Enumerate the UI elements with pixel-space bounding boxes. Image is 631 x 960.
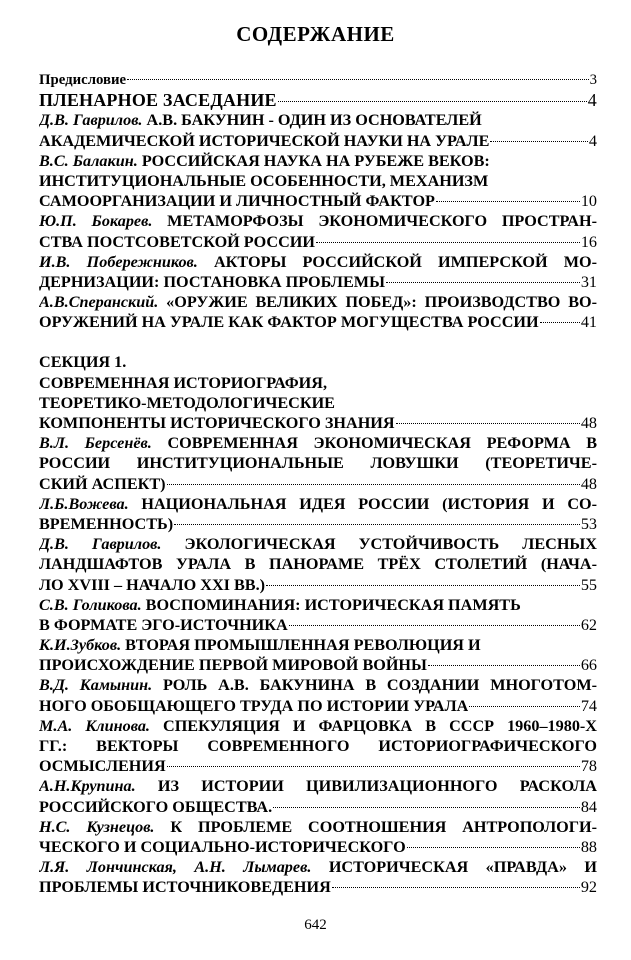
toc-entry (39, 232, 597, 252)
toc-title-text: ГГ.: ВЕКТОРЫ СОВРЕМЕННОГО ИСТОРИОГРАФИЧЕСКОГО (39, 737, 597, 755)
toc-line (39, 211, 597, 231)
toc-line-text (39, 131, 489, 151)
toc-line-text (39, 817, 597, 837)
toc-title-text: Предисловие (39, 72, 127, 88)
toc-entry (39, 756, 597, 776)
toc-entry (39, 837, 597, 857)
toc-line-text (39, 413, 395, 433)
toc-line (39, 635, 597, 655)
toc-entry (39, 131, 597, 151)
toc-line (39, 736, 597, 756)
toc-title-text: ДЕРНИЗАЦИИ: ПОСТАНОВКА ПРОБЛЕМЫ (39, 272, 385, 291)
toc-title-text: РОССИЙСКАЯ НАУКА НА РУБЕЖЕ ВЕКОВ: (137, 151, 490, 170)
toc-title-text: ТЕОРЕТИКО-МЕТОДОЛОГИЧЕСКИЕ (39, 393, 335, 412)
dot-leader (540, 322, 580, 323)
toc-page-number: 66 (580, 656, 597, 675)
toc-page-number: 88 (580, 837, 597, 856)
toc-line (39, 292, 597, 312)
dot-leader (469, 706, 579, 707)
toc-entry (39, 272, 597, 292)
toc-page-number: 16 (580, 232, 597, 251)
toc-author: Ю.П. Бокарев. (39, 212, 153, 231)
dot-leader (127, 79, 588, 80)
toc-title-text: ИЗ ИСТОРИИ ЦИВИЛИЗАЦИОННОГО РАСКОЛА (135, 777, 597, 796)
dot-leader (490, 141, 588, 142)
toc-line-text (39, 453, 597, 473)
toc-line (39, 373, 597, 393)
toc-title-text: ВОСПОМИНАНИЯ: ИСТОРИЧЕСКАЯ ПАМЯТЬ (141, 595, 521, 614)
toc-page-number: 41 (580, 313, 597, 332)
toc-title-text: ПРОИСХОЖДЕНИЕ ПЕРВОЙ МИРОВОЙ ВОЙНЫ (39, 656, 427, 675)
toc-page-number: 48 (580, 474, 597, 493)
dot-leader (332, 887, 580, 888)
toc-line-text (39, 292, 597, 312)
toc-line-text (39, 232, 315, 252)
toc-page-number: 55 (580, 575, 597, 594)
toc-title-text: СОВРЕМЕННАЯ ИСТОРИОГРАФИЯ, (39, 373, 327, 392)
toc-line (39, 352, 597, 372)
toc-page-number: 84 (580, 797, 597, 816)
toc-title-text: ЭКОЛОГИЧЕСКАЯ УСТОЙЧИВОСТЬ ЛЕСНЫХ (161, 535, 597, 554)
toc-page-number: 31 (580, 272, 597, 291)
toc-entry (39, 655, 597, 675)
section-spacer (39, 332, 597, 352)
page-number: 642 (304, 917, 327, 933)
toc-entry (39, 514, 597, 534)
toc-page-number: 3 (589, 72, 597, 88)
toc-author: А.Н.Крупина. (39, 777, 136, 796)
toc-entry (39, 191, 597, 211)
dot-leader (396, 423, 580, 424)
toc-author: Л.Б.Вожева. (39, 494, 129, 513)
toc-title-text: КОМПОНЕНТЫ ИСТОРИЧЕСКОГО ЗНАНИЯ (39, 414, 395, 432)
toc-title-text: СОВРЕМЕННАЯ ЭКОНОМИЧЕСКАЯ РЕФОРМА В (151, 434, 597, 453)
toc-entry (39, 877, 597, 897)
toc-author: В.Л. Берсенёв. (39, 434, 152, 453)
toc-line-text (39, 151, 490, 171)
toc-line (39, 494, 597, 514)
toc-author: М.А. Клинова. (39, 716, 150, 735)
toc-title-text: ЧЕСКОГО И СОЦИАЛЬНО-ИСТОРИЧЕСКОГО (39, 837, 406, 856)
toc-author: С.В. Голикова. (39, 595, 142, 614)
toc-title-text: ПРОБЛЕМЫ ИСТОЧНИКОВЕДЕНИЯ (39, 878, 331, 897)
toc-author: Л.Я. Лончинская, А.Н. Лымарев. (39, 858, 312, 877)
toc-line-text (39, 837, 406, 857)
toc-title-text: ВРЕМЕННОСТЬ) (39, 514, 174, 533)
toc-line-text (39, 655, 427, 675)
toc-title-text: СЕКЦИЯ 1. (39, 353, 127, 372)
toc-line (39, 393, 597, 413)
page-title: СОДЕРЖАНИЕ (236, 22, 395, 46)
toc-line-text (39, 171, 488, 191)
toc-line-text (39, 877, 331, 897)
toc-line-text (39, 514, 173, 534)
toc-line-text (39, 393, 335, 413)
toc-page-number: 53 (580, 514, 597, 533)
dot-leader (289, 625, 580, 626)
toc-line (39, 595, 597, 615)
toc-entry (39, 474, 597, 494)
toc-line-text (39, 776, 597, 796)
toc-line-text (39, 756, 166, 776)
toc-page-number: 62 (580, 615, 597, 634)
toc-title-text: СТВА ПОСТСОВЕТСКОЙ РОССИИ (39, 232, 315, 251)
toc-entry (39, 575, 597, 595)
toc-author: В.С. Балакин. (39, 151, 138, 170)
toc-line-text (39, 534, 597, 554)
dot-leader (428, 665, 580, 666)
toc-entry (39, 797, 597, 817)
toc-line-text (39, 797, 272, 817)
toc-line (39, 534, 597, 554)
toc-title-text: НАЦИОНАЛЬНАЯ ИДЕЯ РОССИИ (ИСТОРИЯ И СО- (128, 494, 597, 513)
toc-line-text (39, 716, 597, 736)
toc-line (39, 857, 597, 877)
toc-line-text (39, 494, 597, 514)
toc-author: Д.В. Гаврилов. (39, 535, 162, 554)
toc-title-text: ИСТОРИЧЕСКАЯ «ПРАВДА» И (311, 858, 597, 877)
toc-author: А.В.Сперанский. (39, 293, 159, 312)
dot-leader (386, 282, 580, 283)
toc-line (39, 817, 597, 837)
toc-line (39, 151, 597, 171)
toc-line-text (39, 373, 327, 393)
toc-line-text (39, 615, 288, 635)
toc-title-text: НОГО ОБОБЩАЮЩЕГО ТРУДА ПО ИСТОРИИ УРАЛА (39, 696, 469, 715)
toc-line (39, 110, 597, 130)
toc-line (39, 453, 597, 473)
toc-line-text (39, 595, 521, 615)
toc-page-number: 48 (580, 414, 597, 432)
dot-leader (316, 242, 580, 243)
toc-author: И.В. Побережников. (39, 252, 198, 271)
toc-line-text (39, 696, 468, 716)
toc-page-number: 4 (588, 131, 597, 150)
toc-title-text: РОССИИ ИНСТИТУЦИОНАЛЬНЫЕ ЛОВУШКИ (ТЕОРЕТИЧЕ- (39, 454, 597, 473)
toc-line (39, 433, 597, 453)
toc-line (39, 675, 597, 695)
dot-leader (436, 201, 580, 202)
toc-line-text (39, 252, 597, 272)
toc-title-text: АКАДЕМИЧЕСКОЙ ИСТОРИЧЕСКОЙ НАУКИ НА УРАЛЕ (39, 131, 490, 150)
toc-line-text (39, 575, 265, 595)
toc-title-text: СКИЙ АСПЕКТ) (39, 474, 166, 493)
table-of-contents (39, 70, 597, 898)
toc-title-text: ПЛЕНАРНОЕ ЗАСЕДАНИЕ (39, 90, 277, 111)
dot-leader (266, 585, 580, 586)
toc-line-text (39, 211, 597, 231)
toc-title-text: А.В. БАКУНИН - ОДИН ИЗ ОСНОВАТЕЛЕЙ (142, 111, 482, 130)
toc-title-text: ОРУЖЕНИЙ НА УРАЛЕ КАК ФАКТОР МОГУЩЕСТВА РОССИИ (39, 313, 539, 332)
toc-entry (39, 90, 597, 110)
dot-leader (273, 807, 580, 808)
toc-line-text (39, 191, 435, 211)
toc-line-text (39, 635, 481, 655)
toc-title-text: В ФОРМАТЕ ЭГО-ИСТОЧНИКА (39, 615, 288, 634)
toc-title-text: «ОРУЖИЕ ВЕЛИКИХ ПОБЕД»: ПРОИЗВОДСТВО ВО- (158, 293, 597, 312)
toc-entry (39, 312, 597, 332)
dot-leader (278, 101, 587, 102)
toc-title-text: ОСМЫСЛЕНИЯ (39, 757, 166, 776)
toc-line (39, 171, 597, 191)
toc-title-text: ЛО XVIII – НАЧАЛО XXI ВВ.) (39, 575, 266, 594)
dot-leader (174, 524, 580, 525)
toc-entry (39, 615, 597, 635)
toc-line-text (39, 70, 126, 90)
toc-line-text (39, 474, 166, 494)
toc-line (39, 554, 597, 574)
toc-line-text (39, 554, 597, 574)
toc-page-number: 4 (587, 90, 597, 111)
toc-author: К.И.Зубков. (39, 636, 122, 655)
toc-line-text (39, 736, 597, 756)
toc-page-number: 10 (580, 192, 597, 211)
toc-title-text: К ПРОБЛЕМЕ СООТНОШЕНИЯ АНТРОПОЛОГИ- (154, 817, 597, 836)
dot-leader (167, 766, 580, 767)
toc-line (39, 252, 597, 272)
toc-entry (39, 696, 597, 716)
toc-title-text: ИНСТИТУЦИОНАЛЬНЫЕ ОСОБЕННОСТИ, МЕХАНИЗМ (39, 171, 489, 190)
dot-leader (407, 847, 580, 848)
toc-author: Н.С. Кузнецов. (39, 817, 155, 836)
toc-line-text (39, 433, 597, 453)
toc-title-text: РОЛЬ А.В. БАКУНИНА В СОЗДАНИИ МНОГОТОМ- (152, 676, 597, 695)
toc-page-number: 78 (580, 757, 597, 776)
toc-title-text: ЛАНДШАФТОВ УРАЛА В ПАНОРАМЕ ТРЁХ СТОЛЕТИЙ (НАЧА- (39, 555, 597, 574)
toc-line-text (39, 675, 597, 695)
toc-title-text: ВТОРАЯ ПРОМЫШЛЕННАЯ РЕВОЛЮЦИЯ И (121, 636, 481, 655)
toc-line (39, 776, 597, 796)
toc-entry (39, 70, 597, 90)
toc-title-text: СПЕКУЛЯЦИЯ И ФАРЦОВКА В СССР 1960–1980-Х (149, 716, 597, 735)
toc-author: В.Д. Камынин. (39, 676, 153, 695)
toc-entry (39, 413, 597, 433)
toc-line-text (39, 312, 539, 332)
toc-title-text: САМООРГАНИЗАЦИИ И ЛИЧНОСТНЫЙ ФАКТОР (39, 192, 435, 211)
toc-line-text (39, 272, 385, 292)
toc-line-text (39, 90, 277, 110)
toc-title-text: МЕТАМОРФОЗЫ ЭКОНОМИЧЕСКОГО ПРОСТРАН- (152, 212, 597, 231)
dot-leader (167, 484, 580, 485)
toc-line-text (39, 352, 126, 372)
toc-title-text: РОССИЙСКОГО ОБЩЕСТВА. (39, 797, 273, 816)
toc-line (39, 716, 597, 736)
toc-page-number: 74 (580, 696, 597, 715)
toc-page-number: 92 (580, 878, 597, 897)
toc-line-text (39, 110, 482, 130)
toc-title-text: АКТОРЫ РОССИЙСКОЙ ИМПЕРСКОЙ МО- (197, 252, 597, 271)
toc-line-text (39, 857, 597, 877)
toc-author: Д.В. Гаврилов. (39, 111, 143, 130)
